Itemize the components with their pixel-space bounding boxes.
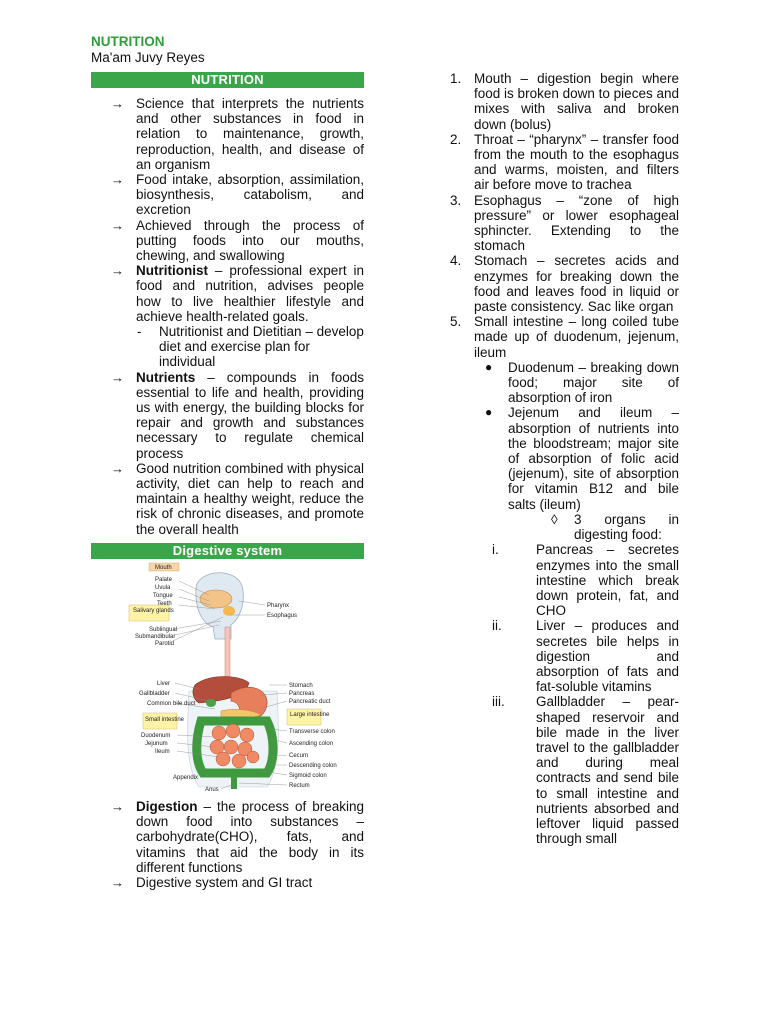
label-common-bile-duct: Common bile duct <box>147 700 196 707</box>
label-stomach: Stomach <box>289 682 313 689</box>
label-descending-colon: Descending colon <box>289 762 337 769</box>
label-pancreatic-duct: Pancreatic duct <box>289 698 331 705</box>
label-parotid: Parotid <box>155 640 175 647</box>
arrow-bullet-icon: → <box>111 369 124 385</box>
label-liver: Liver <box>157 680 171 687</box>
label-gallbladder: Gallbladder <box>139 690 170 697</box>
bullet-dot-icon: ● <box>485 405 493 420</box>
arrow-bullet-icon: → <box>111 874 124 890</box>
document-author: Ma'am Juvy Reyes <box>91 50 205 65</box>
label-duodenum: Duodenum <box>141 732 171 739</box>
label-cecum: Cecum <box>289 752 309 759</box>
roman-item-gallbladder: iii. Gallbladder – pear-shaped reservoir and bile made in the liver travel to the gallbladder and during meal contracts and send bile to small intestine and nutrients absorbed and leftover liquid passed through small <box>492 694 679 847</box>
label-ileum: Ileum <box>155 748 170 755</box>
list-item: → Science that interprets the nutrients and other substances in food in relation to maintenance, growth, reproduction, health, and disease of an organism <box>111 96 364 172</box>
organ-item: 4. Stomach – secretes acids and enzymes for breaking down the food and leaves food in liquid or paste consistency. Sac like organ <box>450 253 679 315</box>
digestive-system-diagram <box>91 561 364 797</box>
label-sublingual: Sublingual <box>149 626 178 633</box>
list-item-digestion: → Digestion – the process of breaking down food into substances – carbohydrate(CHO), fats, and vitamins that aid the body in its different functions <box>111 798 364 875</box>
list-item: → Food intake, absorption, assimilation, biosynthesis, catabolism, and excretion <box>111 172 364 218</box>
list-item-nutrients: → Nutrients – compounds in foods essential to life and health, providing us with energy, the building blocks for repair and growth and substances necessary to regulate chemical process <box>111 369 364 461</box>
label-uvula: Uvula <box>155 584 171 591</box>
label-small-intestine: Small intestine <box>145 716 185 723</box>
label-rectum: Rectum <box>289 782 310 789</box>
label-pharynx: Pharynx <box>267 602 290 609</box>
label-tongue: Tongue <box>153 592 173 599</box>
arrow-bullet-icon: → <box>111 217 124 233</box>
label-salivary-glands: Salivary glands <box>133 607 174 614</box>
list-item-nutritionist: → Nutritionist – professional expert in food and nutrition, advises people how to live healthier lifestyle and achieve health-related goals. <box>111 263 364 324</box>
label-sigmoid-colon: Sigmoid colon <box>289 772 327 779</box>
label-submandibular: Submandibular <box>135 633 176 640</box>
label-ascending-colon: Ascending colon <box>289 740 334 747</box>
left-column <box>91 72 364 890</box>
diamond-item: ◊ 3 organs in digesting food: <box>551 511 679 543</box>
label-appendix: Appendix <box>173 774 199 781</box>
label-anus: Anus <box>205 786 219 793</box>
label-pancreas: Pancreas <box>289 690 315 697</box>
list-item: → Achieved through the process of putting foods into our mouths, chewing, and swallowing <box>111 217 364 264</box>
label-palate: Palate <box>155 576 173 583</box>
organ-item: 1. Mouth – digestion begin where food is broken down to pieces and mixes with saliva and broken down (bolus) <box>450 71 679 132</box>
list-item: → Digestive system and GI tract <box>111 874 313 890</box>
label-esophagus: Esophagus <box>267 612 298 619</box>
roman-item-pancreas: i. Pancreas – secretes enzymes into the small intestine which break down protein, fat, and CHO <box>492 542 679 619</box>
section-heading-digestive-system: Digestive system <box>91 543 364 559</box>
organ-item: 5. Small intestine – long coiled tube made up of duodenum, jejenum, ileum <box>450 314 679 360</box>
organ-item: 3. Esophagus – “zone of high pressure” or lower esophageal sphincter. Extending to the stomach <box>450 192 679 254</box>
organ-item: 2. Throat – “pharynx” – transfer food from the mouth to the esophagus and warms, moisten, and filters air before move to trachea <box>450 131 679 193</box>
document-title: NUTRITION <box>91 34 165 49</box>
bullet-dot-icon: ● <box>485 359 493 374</box>
arrow-bullet-icon: → <box>111 263 124 279</box>
arrow-bullet-icon: → <box>111 172 124 188</box>
section-heading-nutrition: NUTRITION <box>91 72 364 88</box>
arrow-bullet-icon: → <box>111 460 124 476</box>
diamond-bullet-icon: ◊ <box>551 511 558 527</box>
label-teeth: Teeth <box>157 600 172 607</box>
roman-item-liver: ii. Liver – produces and secretes bile helps in digestion and absorption of fats and fat-soluble vitamins <box>492 618 679 695</box>
label-large-intestine: Large intestine <box>290 711 330 718</box>
arrow-bullet-icon: → <box>111 798 124 814</box>
arrow-bullet-icon: → <box>111 96 124 111</box>
label-transverse-colon: Transverse colon <box>289 728 335 735</box>
label-jejunum: Jejunum <box>145 740 168 747</box>
right-column <box>450 71 679 846</box>
label-mouth: Mouth <box>155 564 172 571</box>
bullet-item-jejenum-ileum: ● Jejenum and ileum – absorption of nutrients into the bloodstream; major site of absorption of folic acid (jejenum), site of absorption for vitamin B12 and bile salts (ileum) <box>485 405 679 512</box>
digestive-system-illustration <box>91 561 364 797</box>
sub-list-item: - Nutritionist and Dietitian – develop diet and exercise plan for individual <box>137 324 364 370</box>
list-item: → Good nutrition combined with physical activity, diet can help to reach and maintain a healthy weight, reduce the risk of chronic diseases, and promote the overall health <box>111 460 364 537</box>
dash-bullet: - <box>137 324 142 340</box>
bullet-item-duodenum: ● Duodenum – breaking down food; major site of absorption of iron <box>485 359 679 406</box>
